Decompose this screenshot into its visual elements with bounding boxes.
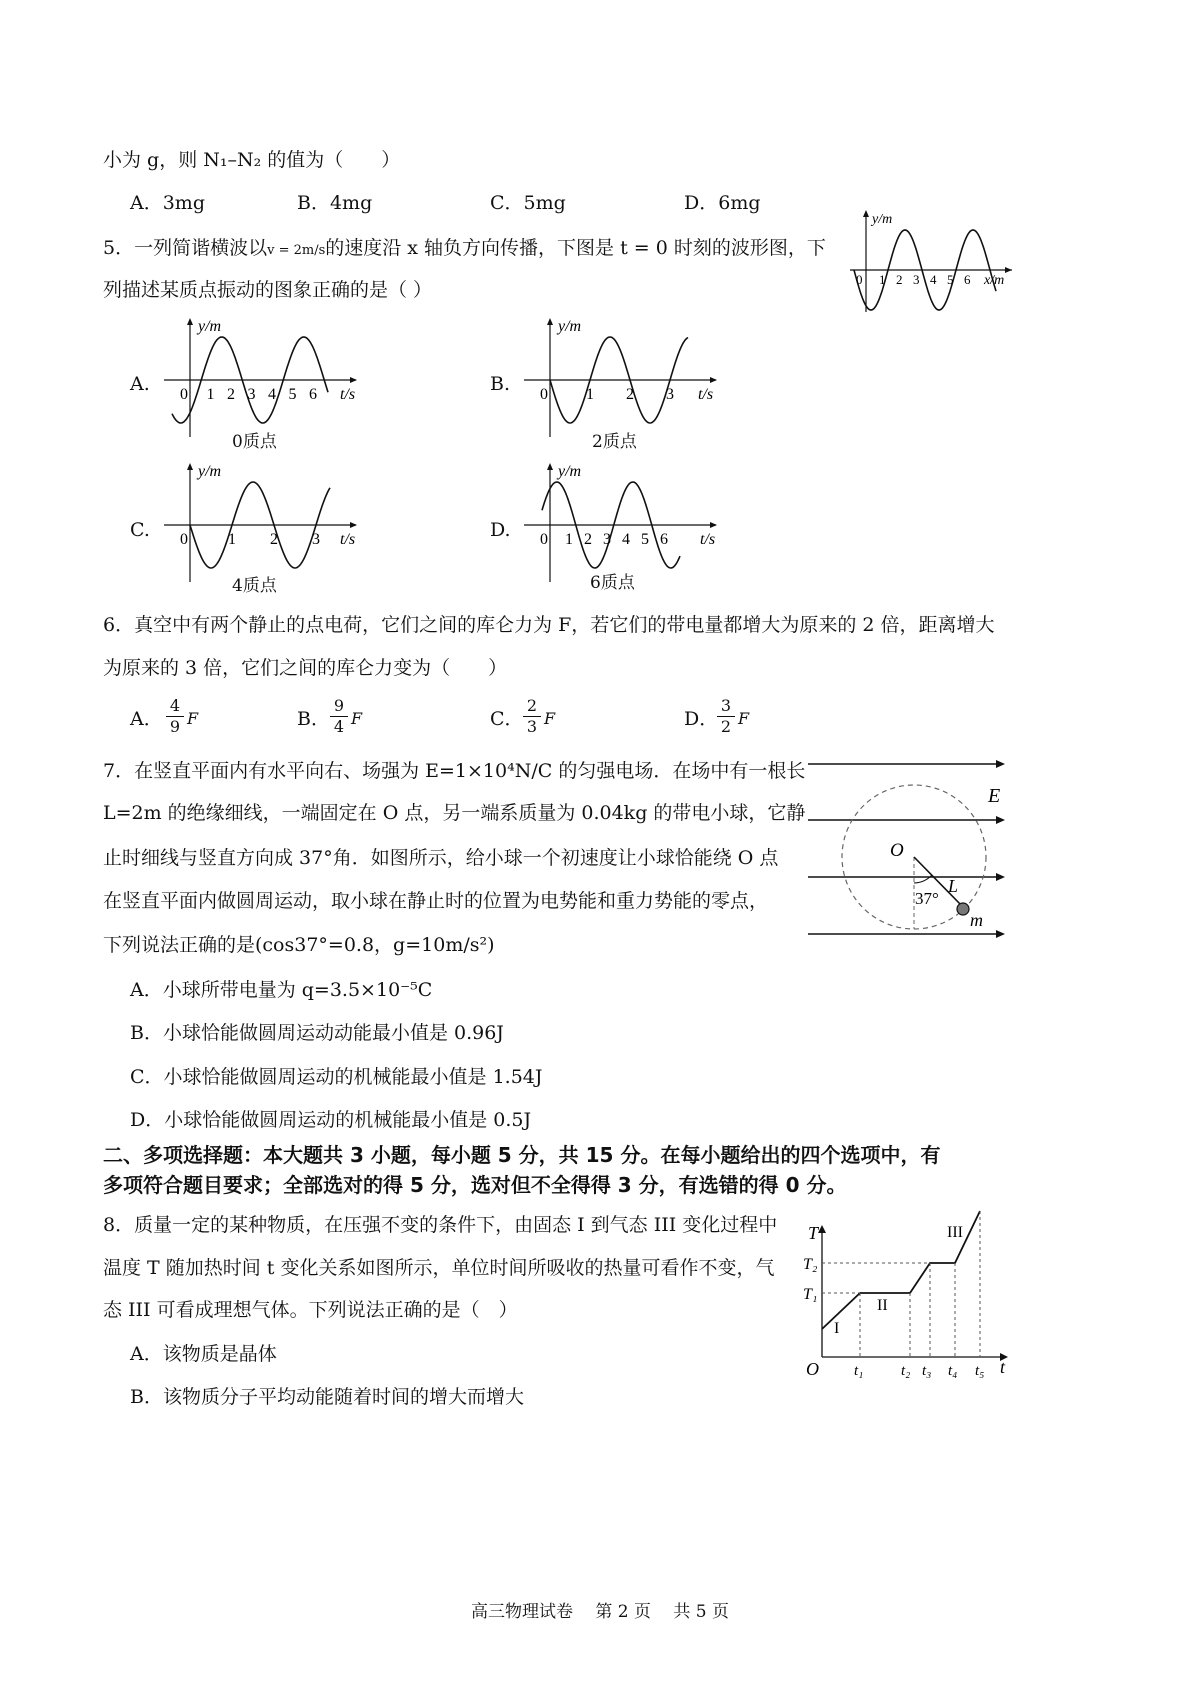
q6-option-a-num: 4: [166, 696, 184, 717]
field-label: E: [988, 785, 1001, 807]
q8-line2: 温度 T 随加热时间 t 变化关系如图所示，单位时间所吸收的热量可看作不变，气: [103, 1257, 775, 1279]
tick-label: 3: [666, 386, 674, 403]
q4-option-a: A．3mg: [130, 192, 205, 214]
tick-label: 5: [947, 272, 954, 287]
q5-line1-b: 的速度沿 x 轴负方向传播，下图是 t = 0 时刻的波形图，下: [325, 237, 826, 259]
q7-option-b: B．小球恰能做圆周运动动能最小值是 0.96J: [130, 1022, 504, 1044]
q6-option-c-letter: C．: [490, 708, 524, 730]
tick-label: 0: [540, 531, 548, 548]
section2-line1: 二、多项选择题：本大题共 3 小题，每小题 5 分，共 15 分。在每小题给出的四个选项中，有: [103, 1143, 941, 1167]
tick-label: 4: [622, 531, 630, 548]
q5-option-a-xlabel: t/s: [340, 386, 356, 403]
q7-line2: L=2m 的绝缘细线，一端固定在 O 点，另一端系质量为 0.04kg 的带电小球，它静: [103, 802, 806, 824]
time-tick-1: t₁: [854, 1363, 864, 1379]
q5-wave-xlabel: x/m: [984, 273, 1005, 288]
time-tick-4: t₄: [948, 1363, 958, 1379]
q6-option-b-num: 9: [330, 696, 348, 717]
tick-label: 6: [964, 272, 971, 287]
q6-option-a-letter: A．: [130, 708, 163, 730]
q7-option-c: C．小球恰能做圆周运动的机械能最小值是 1.54J: [130, 1066, 543, 1088]
q5-option-a-caption: 0质点: [232, 432, 277, 452]
tick-label: 3: [603, 531, 611, 548]
q5-option-b-caption: 2质点: [592, 432, 637, 452]
q7-line1: 7．在竖直平面内有水平向右、场强为 E=1×10⁴N/C 的匀强电场．在场中有一根长: [103, 760, 806, 782]
time-tick-2: t₂: [901, 1363, 911, 1379]
q6-option-d-fraction: [717, 696, 735, 737]
time-axis-label: t: [1000, 1357, 1006, 1377]
tick-label: 3: [312, 531, 320, 548]
tick-label: 0: [856, 272, 863, 287]
q5-option-a-ylabel: y/m: [198, 318, 222, 335]
q4-stem-tail: 小为 g，则 N₁–N₂ 的值为（ ）: [103, 149, 401, 171]
q5-line2: 列描述某质点振动的图象正确的是（ ）: [103, 279, 433, 301]
tick-label: 2: [270, 531, 278, 548]
q6-option-b-unit: F: [351, 709, 363, 728]
tick-label: 1: [879, 272, 886, 287]
q5-line1-a: 5．一列简谐横波以: [103, 237, 268, 259]
q5-option-c-ylabel: y/m: [198, 463, 222, 480]
q5-wave-ylabel: y/m: [872, 212, 893, 227]
q7-option-a: A．小球所带电量为 q=3.5×10⁻⁵C: [130, 979, 433, 1001]
q6-option-c-fraction: [523, 696, 541, 737]
q5-option-c-xlabel: t/s: [340, 531, 356, 548]
tick-label: 5: [641, 531, 649, 548]
q4-option-c: C．5mg: [490, 192, 566, 214]
q5-option-c-letter: C.: [130, 519, 150, 541]
tick-label: 3: [913, 272, 920, 287]
origin-label: O: [806, 1359, 819, 1379]
q8-line1: 8．质量一定的某种物质，在压强不变的条件下，由固态 I 到气态 III 变化过程中: [103, 1214, 778, 1236]
q5-option-b-letter: B.: [490, 373, 511, 395]
tick-label: 0: [180, 386, 188, 403]
length-label: L: [948, 876, 959, 896]
q4-option-d: D．6mg: [684, 192, 761, 214]
q4-option-b: B．4mg: [297, 192, 373, 214]
q6-option-c-den: 3: [526, 717, 538, 736]
q5-option-b-xlabel: t/s: [698, 386, 714, 403]
tick-label: 3: [247, 386, 256, 403]
q5-option-d-xlabel: t/s: [700, 531, 716, 548]
q6-option-d-num: 3: [717, 696, 735, 717]
q5-option-d-caption: 6质点: [590, 573, 635, 593]
tick-label: 2: [626, 386, 634, 403]
q6-line1: 6．真空中有两个静止的点电荷，它们之间的库仑力为 F，若它们的带电量都增大为原来的 2 倍，距离增大: [103, 614, 995, 636]
t-axis-label: T: [808, 1223, 819, 1243]
q5-option-a-graph: [160, 315, 360, 440]
q6-option-d-unit: F: [738, 709, 750, 728]
time-tick-3: t₃: [922, 1363, 932, 1379]
q6-line2: 为原来的 3 倍，它们之间的库仑力变为（ ）: [103, 657, 508, 679]
center-label: O: [890, 840, 904, 861]
q5-wave-figure: [836, 206, 1016, 316]
tick-label: 2: [227, 386, 235, 403]
tick-label: 6: [309, 386, 317, 403]
phase-1-label: I: [834, 1320, 840, 1337]
tick-label: 1: [565, 531, 573, 548]
angle-label: 37°: [915, 889, 939, 908]
tick-label: 1: [586, 386, 594, 403]
q6-option-d-den: 2: [720, 717, 732, 736]
phase-3-label: III: [947, 1224, 963, 1241]
q6-option-d-letter: D．: [684, 708, 719, 730]
tick-label: 1: [228, 531, 236, 548]
q5-velocity: v = 2m/s: [267, 243, 326, 258]
q8-option-a: A．该物质是晶体: [130, 1343, 277, 1365]
mass-label: m: [970, 910, 983, 930]
q8-option-b: B．该物质分子平均动能随着时间的增大而增大: [130, 1386, 524, 1408]
q5-option-c-graph: [160, 460, 360, 585]
time-tick-5: t₅: [975, 1363, 985, 1379]
q6-option-b-fraction: [330, 696, 348, 737]
q6-option-b-den: 4: [333, 717, 345, 736]
q5-line1: [103, 235, 826, 264]
q6-option-b-letter: B．: [297, 708, 330, 730]
q5-option-a-letter: A.: [130, 373, 150, 395]
q6-option-a-unit: F: [187, 709, 199, 728]
tick-label: 6: [660, 531, 668, 548]
q6-option-a-den: 9: [169, 717, 181, 736]
q5-option-c-caption: 4质点: [232, 576, 277, 596]
section2-line2: 多项符合题目要求；全部选对的得 5 分，选对但不全得得 3 分，有选错的得 0 分。: [103, 1173, 847, 1197]
tick-label: 4: [268, 386, 276, 403]
t1-label: T₁: [803, 1286, 818, 1303]
q7-line4: 在竖直平面内做圆周运动，取小球在静止时的位置为电势能和重力势能的零点，: [103, 890, 769, 912]
q7-line3: 止时细线与竖直方向成 37°角．如图所示，给小球一个初速度让小球恰能绕 O 点: [103, 847, 779, 869]
tick-label: 2: [896, 272, 903, 287]
q5-option-b-ylabel: y/m: [558, 318, 582, 335]
phase-2-label: II: [877, 1297, 888, 1314]
q5-option-d-letter: D.: [490, 519, 511, 541]
tick-label: 0: [540, 386, 548, 403]
q7-option-d: D．小球恰能做圆周运动的机械能最小值是 0.5J: [130, 1109, 532, 1131]
tick-label: 5: [288, 386, 297, 403]
q7-line5: 下列说法正确的是(cos37°=0.8，g=10m/s²): [103, 934, 495, 956]
tick-label: 4: [930, 272, 937, 287]
tick-label: 0: [180, 531, 188, 548]
q8-temperature-time-graph: [800, 1205, 1015, 1380]
q6-option-c-unit: F: [544, 709, 556, 728]
q7-field-figure: [800, 752, 1020, 947]
q5-option-b-graph: [520, 315, 720, 440]
q8-line3: 态 III 可看成理想气体。下列说法正确的是（ ）: [103, 1299, 518, 1321]
q5-option-d-ylabel: y/m: [558, 463, 582, 480]
q6-option-c-num: 2: [523, 696, 541, 717]
t2-label: T₂: [803, 1256, 818, 1273]
q6-option-a-fraction: [166, 696, 184, 737]
tick-label: 2: [584, 531, 592, 548]
charged-ball-icon: [957, 903, 969, 915]
page-footer: 高三物理试卷 第 2 页 共 5 页: [470, 1602, 730, 1622]
q5-option-d-graph: [520, 460, 720, 585]
tick-label: 1: [206, 386, 215, 403]
